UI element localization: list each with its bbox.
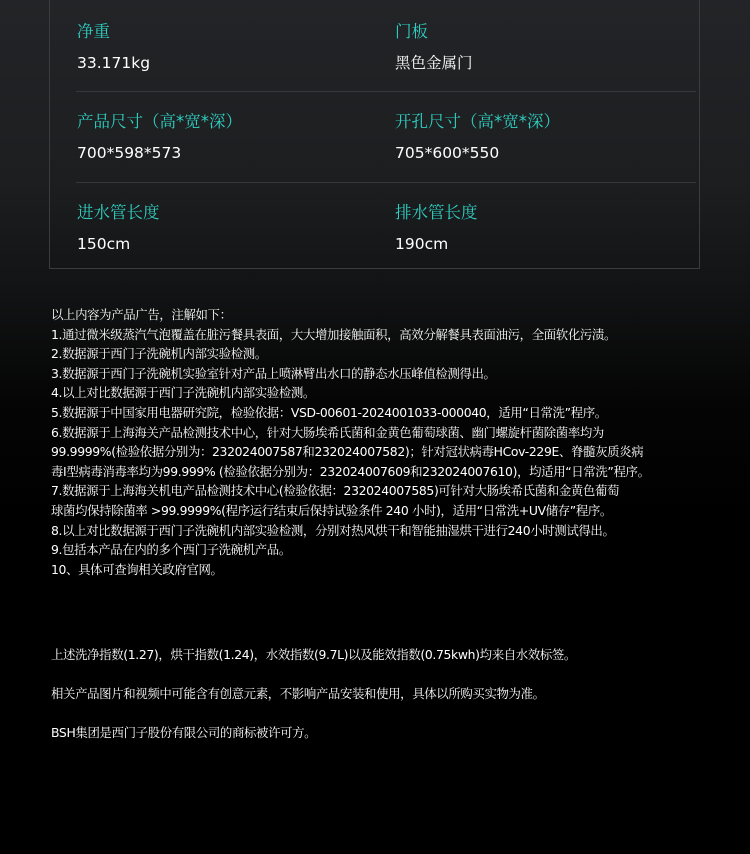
footnote-line: 3.数据源于西门子洗碗机实验室针对产品上喷淋臂出水口的静态水压峰值检测得出。 bbox=[51, 365, 496, 381]
efficiency-label-note: 上述洗净指数(1.27)，烘干指数(1.24)，水效指数(9.7L)以及能效指数(0.75kwh)均来自水效标签。 bbox=[51, 647, 576, 662]
spec-door-panel bbox=[395, 22, 473, 73]
spec-label: 排水管长度 bbox=[395, 203, 478, 222]
footnote-line: 毒I型病毒消毒率均为99.999% (检验依据分别为：232024007609和232024007610)，均适用“日常洗”程序。 bbox=[51, 463, 650, 479]
creative-content-disclaimer: 相关产品图片和视频中可能含有创意元素，不影响产品安装和使用，具体以所购买实物为准。 bbox=[51, 686, 545, 701]
spec-product-size bbox=[77, 112, 242, 163]
footnote-line: 9.包括本产品在内的多个西门子洗碗机产品。 bbox=[51, 542, 291, 558]
spec-inlet-hose-length bbox=[77, 203, 160, 254]
spec-label: 开孔尺寸（高*宽*深） bbox=[395, 112, 560, 131]
spec-value: 黑色金属门 bbox=[395, 54, 473, 72]
footnote-line: 6.数据源于上海海关产品检测技术中心，针对大肠埃希氏菌和金黄色葡萄球菌、幽门螺旋杆菌除菌率均为 bbox=[51, 424, 604, 440]
spec-value: 700*598*573 bbox=[77, 144, 182, 162]
spec-label: 进水管长度 bbox=[77, 203, 160, 222]
spec-label: 产品尺寸（高*宽*深） bbox=[77, 112, 242, 131]
footnote-line: 5.数据源于中国家用电器研究院，检验依据：VSD-00601-2024001033-000040，适用“日常洗”程序。 bbox=[51, 404, 607, 420]
footnote-line: 球菌均保持除菌率 >99.9999%(程序运行结束后保持试验条件 240 小时)，适用“日常洗+UV储存”程序。 bbox=[51, 502, 612, 518]
spec-value: 150cm bbox=[77, 235, 131, 253]
spec-value: 190cm bbox=[395, 235, 449, 253]
footnote-line: 2.数据源于西门子洗碗机内部实验检测。 bbox=[51, 346, 267, 362]
spec-value: 33.171kg bbox=[77, 54, 151, 72]
footnote-line: 8.以上对比数据源于西门子洗碗机内部实验检测，分别对热风烘干和智能抽湿烘干进行240小时测试得出。 bbox=[51, 522, 615, 538]
footnote-line: 7.数据源于上海海关机电产品检测技术中心(检验依据：232024007585)可针对大肠埃希氏菌和金黄色葡萄 bbox=[51, 483, 620, 499]
footnote-line: 10、具体可查询相关政府官网。 bbox=[51, 561, 223, 577]
footnotes bbox=[51, 305, 731, 579]
row-divider bbox=[76, 182, 696, 183]
spec-value: 705*600*550 bbox=[395, 144, 500, 162]
spec-cutout-size bbox=[395, 112, 560, 163]
footnote-line: 99.9999%(检验依据分别为：232024007587和232024007582)；针对冠状病毒HCov-229E、脊髓灰质炎病 bbox=[51, 444, 644, 460]
row-divider bbox=[76, 91, 696, 92]
footnotes-intro: 以上内容为产品广告，注解如下： bbox=[51, 307, 232, 322]
footnote-line: 1.通过微米级蒸汽气泡覆盖在脏污餐具表面，大大增加接触面积，高效分解餐具表面油污，全面软化污渍。 bbox=[51, 326, 616, 342]
spec-label: 门板 bbox=[395, 22, 428, 41]
spec-panel bbox=[49, 0, 700, 269]
trademark-note: BSH集团是西门子股份有限公司的商标被许可方。 bbox=[51, 725, 317, 740]
spec-label: 净重 bbox=[77, 22, 110, 41]
spec-drain-hose-length bbox=[395, 203, 478, 254]
footnote-line: 4.以上对比数据源于西门子洗碗机内部实验检测。 bbox=[51, 385, 315, 401]
spec-net-weight bbox=[77, 22, 150, 73]
